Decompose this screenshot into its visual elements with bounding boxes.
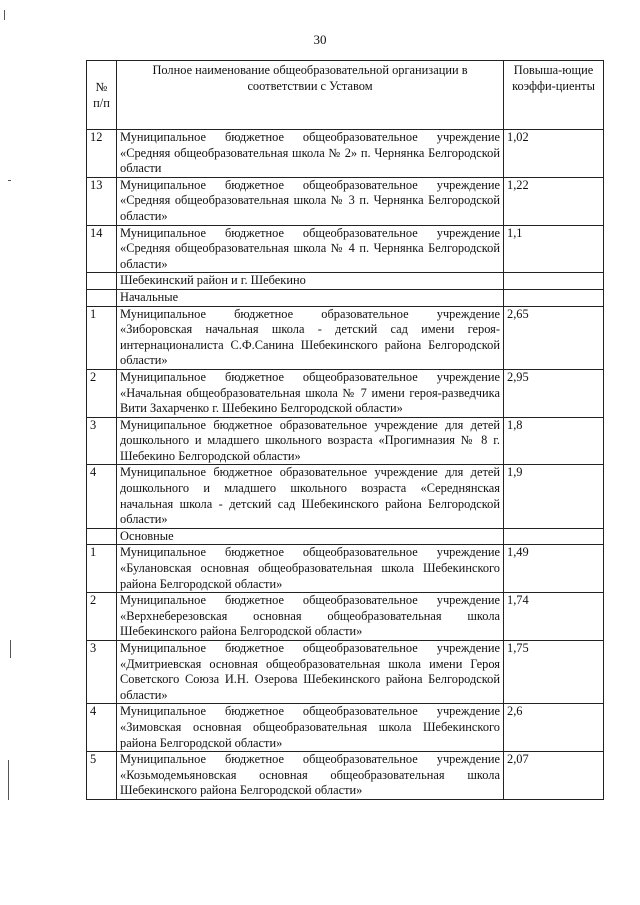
table-row bbox=[87, 130, 604, 178]
row-num: 14 bbox=[87, 225, 117, 273]
section-row bbox=[87, 528, 604, 545]
row-coef: 1,74 bbox=[504, 593, 604, 641]
empty-cell bbox=[87, 273, 117, 290]
section-primary: Начальные bbox=[117, 289, 504, 306]
table-row bbox=[87, 177, 604, 225]
row-name: Муниципальное бюджетное образовательное учреждение «Зиборовская начальная школа - детский сад имени героя-интернационалиста С.Ф.Санина Шебекинского района Белгородской области» bbox=[117, 306, 504, 369]
row-coef: 1,9 bbox=[504, 465, 604, 528]
table-row bbox=[87, 545, 604, 593]
header-name: Полное наименование общеобразовательной организации в соответствии с Уставом bbox=[117, 61, 504, 130]
row-name: Муниципальное бюджетное общеобразовательное учреждение «Дмитриевская основная общеобразовательная школа имени Героя Советского Союза И.Н. Озерова Шебекинского района Белгородской области» bbox=[117, 641, 504, 704]
row-coef: 1,02 bbox=[504, 130, 604, 178]
row-num: 3 bbox=[87, 641, 117, 704]
row-name: Муниципальное бюджетное общеобразовательное учреждение «Средняя общеобразовательная школа № 3 п. Чернянка Белгородской области» bbox=[117, 177, 504, 225]
schools-table bbox=[86, 60, 604, 800]
section-row bbox=[87, 289, 604, 306]
table-row bbox=[87, 225, 604, 273]
row-coef: 1,1 bbox=[504, 225, 604, 273]
row-num: 3 bbox=[87, 417, 117, 465]
row-name: Муниципальное бюджетное общеобразовательное учреждение «Булановская основная общеобразовательная школа Шебекинского района Белгородской области» bbox=[117, 545, 504, 593]
table-row bbox=[87, 752, 604, 800]
empty-cell bbox=[87, 528, 117, 545]
table-row bbox=[87, 704, 604, 752]
row-num: 12 bbox=[87, 130, 117, 178]
row-coef: 1,8 bbox=[504, 417, 604, 465]
scan-mark bbox=[4, 10, 5, 20]
empty-cell bbox=[87, 289, 117, 306]
header-coef: Повыша-ющие коэффи-циенты bbox=[504, 61, 604, 130]
page-number: 30 bbox=[313, 32, 327, 47]
row-coef: 2,6 bbox=[504, 704, 604, 752]
table-row bbox=[87, 369, 604, 417]
scan-mark bbox=[10, 640, 11, 658]
table-header-row bbox=[87, 61, 604, 130]
row-num: 1 bbox=[87, 306, 117, 369]
empty-cell bbox=[504, 528, 604, 545]
row-num: 2 bbox=[87, 593, 117, 641]
row-name: Муниципальное бюджетное образовательное учреждение для детей дошкольного и младшего школьного возраста «Середнянская начальная школа - детский сад Шебекинского района Белгородской области» bbox=[117, 465, 504, 528]
table-row bbox=[87, 593, 604, 641]
row-name: Муниципальное бюджетное общеобразовательное учреждение «Зимовская основная общеобразовательная школа Шебекинского района Белгородской области» bbox=[117, 704, 504, 752]
row-coef: 2,07 bbox=[504, 752, 604, 800]
row-name: Муниципальное бюджетное общеобразовательное учреждение «Средняя общеобразовательная школа № 4 п. Чернянка Белгородской области» bbox=[117, 225, 504, 273]
row-name: Муниципальное бюджетное общеобразовательное учреждение «Начальная общеобразовательная школа № 7 имени героя-разведчика Вити Захарченко г. Шебекино Белгородской области» bbox=[117, 369, 504, 417]
district-name: Шебекинский район и г. Шебекино bbox=[117, 273, 504, 290]
row-name: Муниципальное бюджетное образовательное учреждение для детей дошкольного и младшего школьного возраста «Прогимназия № 8 г. Шебекино Белгородской области» bbox=[117, 417, 504, 465]
row-num: 13 bbox=[87, 177, 117, 225]
row-coef: 1,22 bbox=[504, 177, 604, 225]
section-basic: Основные bbox=[117, 528, 504, 545]
row-num: 4 bbox=[87, 704, 117, 752]
table-row bbox=[87, 306, 604, 369]
table-row bbox=[87, 641, 604, 704]
table-row bbox=[87, 417, 604, 465]
scan-mark bbox=[8, 180, 11, 181]
row-name: Муниципальное бюджетное общеобразовательное учреждение «Средняя общеобразовательная школа № 2» п. Чернянка Белгородской области bbox=[117, 130, 504, 178]
row-coef: 1,49 bbox=[504, 545, 604, 593]
empty-cell bbox=[504, 289, 604, 306]
scan-mark bbox=[8, 760, 9, 800]
row-coef: 1,75 bbox=[504, 641, 604, 704]
header-num: № п/п bbox=[87, 61, 117, 130]
row-num: 5 bbox=[87, 752, 117, 800]
row-name: Муниципальное бюджетное общеобразовательное учреждение «Верхнеберезовская основная общеобразовательная школа Шебекинского района Белгородской области» bbox=[117, 593, 504, 641]
row-num: 4 bbox=[87, 465, 117, 528]
empty-cell bbox=[504, 273, 604, 290]
row-name: Муниципальное бюджетное общеобразовательное учреждение «Козьмодемьяновская основная общеобразовательная школа Шебекинского района Белгородской области» bbox=[117, 752, 504, 800]
district-row bbox=[87, 273, 604, 290]
row-num: 2 bbox=[87, 369, 117, 417]
row-coef: 2,95 bbox=[504, 369, 604, 417]
row-num: 1 bbox=[87, 545, 117, 593]
row-coef: 2,65 bbox=[504, 306, 604, 369]
table-row bbox=[87, 465, 604, 528]
